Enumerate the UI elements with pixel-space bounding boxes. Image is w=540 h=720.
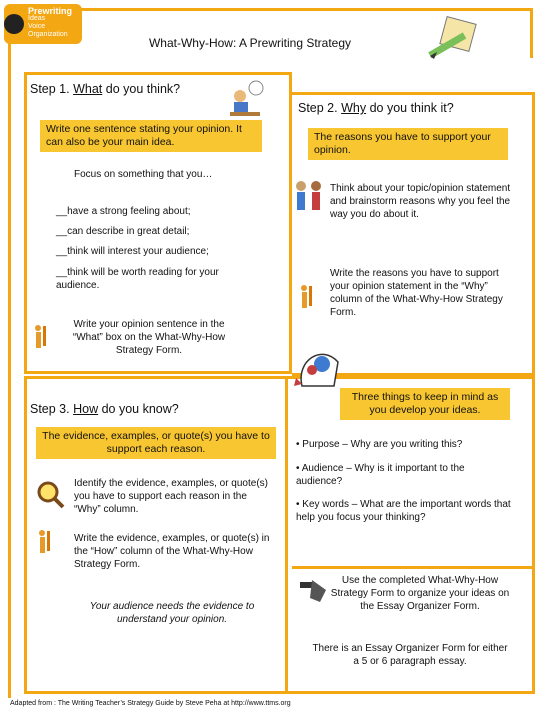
keep-in-mind-callout: Three things to keep in mind as you develop your ideas. bbox=[340, 388, 510, 420]
brainstorm-people-icon bbox=[292, 178, 326, 220]
left-frame bbox=[8, 8, 11, 698]
pencil-icon bbox=[34, 322, 48, 352]
step1-item: __think will be worth reading for your audience. bbox=[56, 267, 219, 291]
brain-icon bbox=[4, 14, 24, 34]
pencil-icon bbox=[300, 282, 314, 312]
step1-focus: Focus on something that you… bbox=[74, 169, 213, 180]
step1-callout: Write one sentence stating your opinion. It can also be your main idea. bbox=[40, 120, 262, 152]
step3-write: Write the evidence, examples, or quote(s) in the “How” column of the What-Why-How Strategy Form. bbox=[74, 533, 270, 570]
step1-item: __can describe in great detail; bbox=[56, 226, 190, 237]
step2-callout: The reasons you have to support your opinion. bbox=[308, 128, 508, 160]
keywords-bullet: • Key words – What are the important words that help you focus your thinking? bbox=[296, 499, 511, 523]
step3-note: Your audience needs the evidence to understand your opinion. bbox=[89, 601, 255, 625]
audience-bullet: • Audience – Why is it important to the audience? bbox=[296, 463, 465, 487]
step2-think: Think about your topic/opinion statement and brainstorm reasons why you feel the way you do about it. bbox=[330, 183, 511, 220]
step3-heading: Step 3. How do you know? bbox=[30, 402, 179, 416]
use-form-text: Use the completed What-Why-How Strategy Form to organize your ideas on the Essay Organizer Form. bbox=[330, 575, 510, 612]
step3-divider bbox=[285, 376, 288, 694]
pointing-hand-icon bbox=[298, 576, 328, 606]
footer-credit: Adapted from : The Writing Teacher’s Strategy Guide by Steve Peha at http://www.ttms.org bbox=[10, 700, 291, 707]
notebook-pencil-icon bbox=[425, 12, 485, 62]
step2-heading: Step 2. Why do you think it? bbox=[298, 101, 454, 115]
organizer-note: There is an Essay Organizer Form for either a 5 or 6 paragraph essay. bbox=[312, 643, 508, 667]
organize-divider bbox=[292, 566, 535, 570]
step2-write: Write the reasons you have to support your opinion statement in the “Why” column of the What-Why-How Strategy Form. bbox=[330, 268, 503, 318]
step3-identify: Identify the evidence, examples, or quote(s) you have to support each reason in the “Why” column. bbox=[74, 478, 268, 515]
step1-item: __have a strong feeling about; bbox=[56, 206, 191, 217]
purpose-bullet: • Purpose – Why are you writing this? bbox=[296, 439, 463, 450]
prewriting-logo: Prewriting Ideas Voice Organization bbox=[4, 4, 82, 44]
step1-instruction: Write your opinion sentence in the “What” box on the What-Why-How Strategy Form. bbox=[72, 319, 226, 356]
pencil-icon bbox=[38, 527, 52, 557]
step1-heading: Step 1. What do you think? bbox=[30, 82, 181, 96]
step1-item: __think will interest your audience; bbox=[56, 246, 209, 257]
page-title: What-Why-How: A Prewriting Strategy bbox=[148, 36, 352, 50]
step3-callout: The evidence, examples, or quote(s) you have to support each reason. bbox=[36, 427, 276, 459]
magnifier-icon bbox=[34, 478, 66, 510]
thinker-icon bbox=[226, 78, 266, 120]
